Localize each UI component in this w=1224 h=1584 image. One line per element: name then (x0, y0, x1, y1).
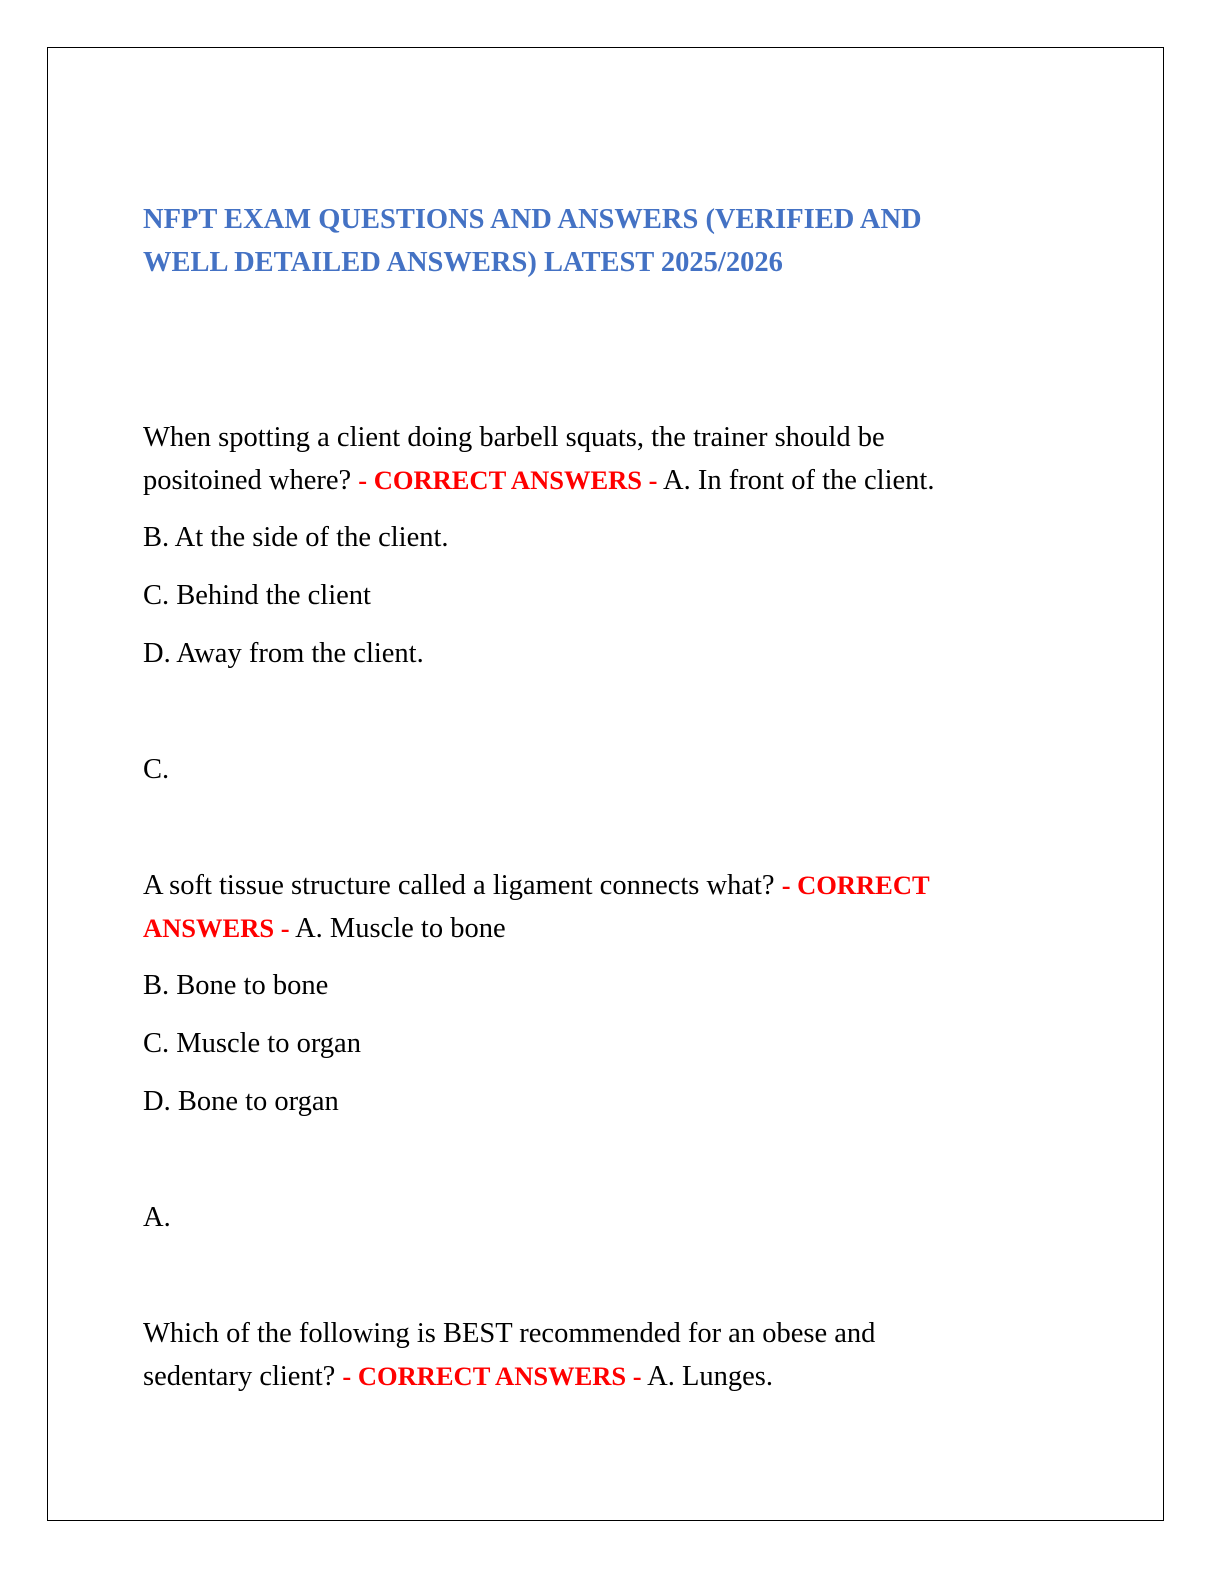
question-1-option-a: A. In front of the client. (657, 465, 935, 496)
question-2-option-c: C. Muscle to organ (143, 1028, 361, 1059)
title-line-2: WELL DETAILED ANSWERS) LATEST 2025/2026 (143, 247, 783, 278)
title-line-1: NFPT EXAM QUESTIONS AND ANSWERS (VERIFIED AND (143, 204, 922, 235)
correct-answers-marker-continued: ANSWERS - (143, 913, 290, 943)
question-3-text: sedentary client? (143, 1361, 336, 1392)
question-2-text: A soft tissue structure called a ligament connects what? (143, 870, 775, 901)
question-2-answer: A. (143, 1202, 171, 1233)
question-2-line-2 (143, 907, 1043, 950)
question-3-line-2 (143, 1355, 1043, 1398)
question-3-line-1: Which of the following is BEST recommended for an obese and (143, 1318, 876, 1349)
question-1-text: positoined where? (143, 465, 352, 496)
question-2-option-b: B. Bone to bone (143, 970, 329, 1001)
question-1-line-2 (143, 459, 1043, 502)
question-2-line-1 (143, 864, 1043, 907)
question-1-option-c: C. Behind the client (143, 580, 371, 611)
document-title (143, 198, 1043, 284)
question-1-option-d: D. Away from the client. (143, 638, 424, 669)
question-1-line-1: When spotting a client doing barbell squats, the trainer should be (143, 422, 885, 453)
correct-answers-marker: - CORRECT ANSWERS - (342, 1361, 642, 1391)
question-3-option-a: A. Lunges. (641, 1361, 773, 1392)
question-2-option-a: A. Muscle to bone (289, 913, 506, 944)
question-2-option-d: D. Bone to organ (143, 1086, 339, 1117)
question-1-answer: C. (143, 754, 170, 785)
correct-answers-marker: - CORRECT ANSWERS - (358, 465, 658, 495)
question-1-option-b: B. At the side of the client. (143, 522, 449, 553)
correct-answers-marker: - CORRECT (781, 870, 930, 900)
